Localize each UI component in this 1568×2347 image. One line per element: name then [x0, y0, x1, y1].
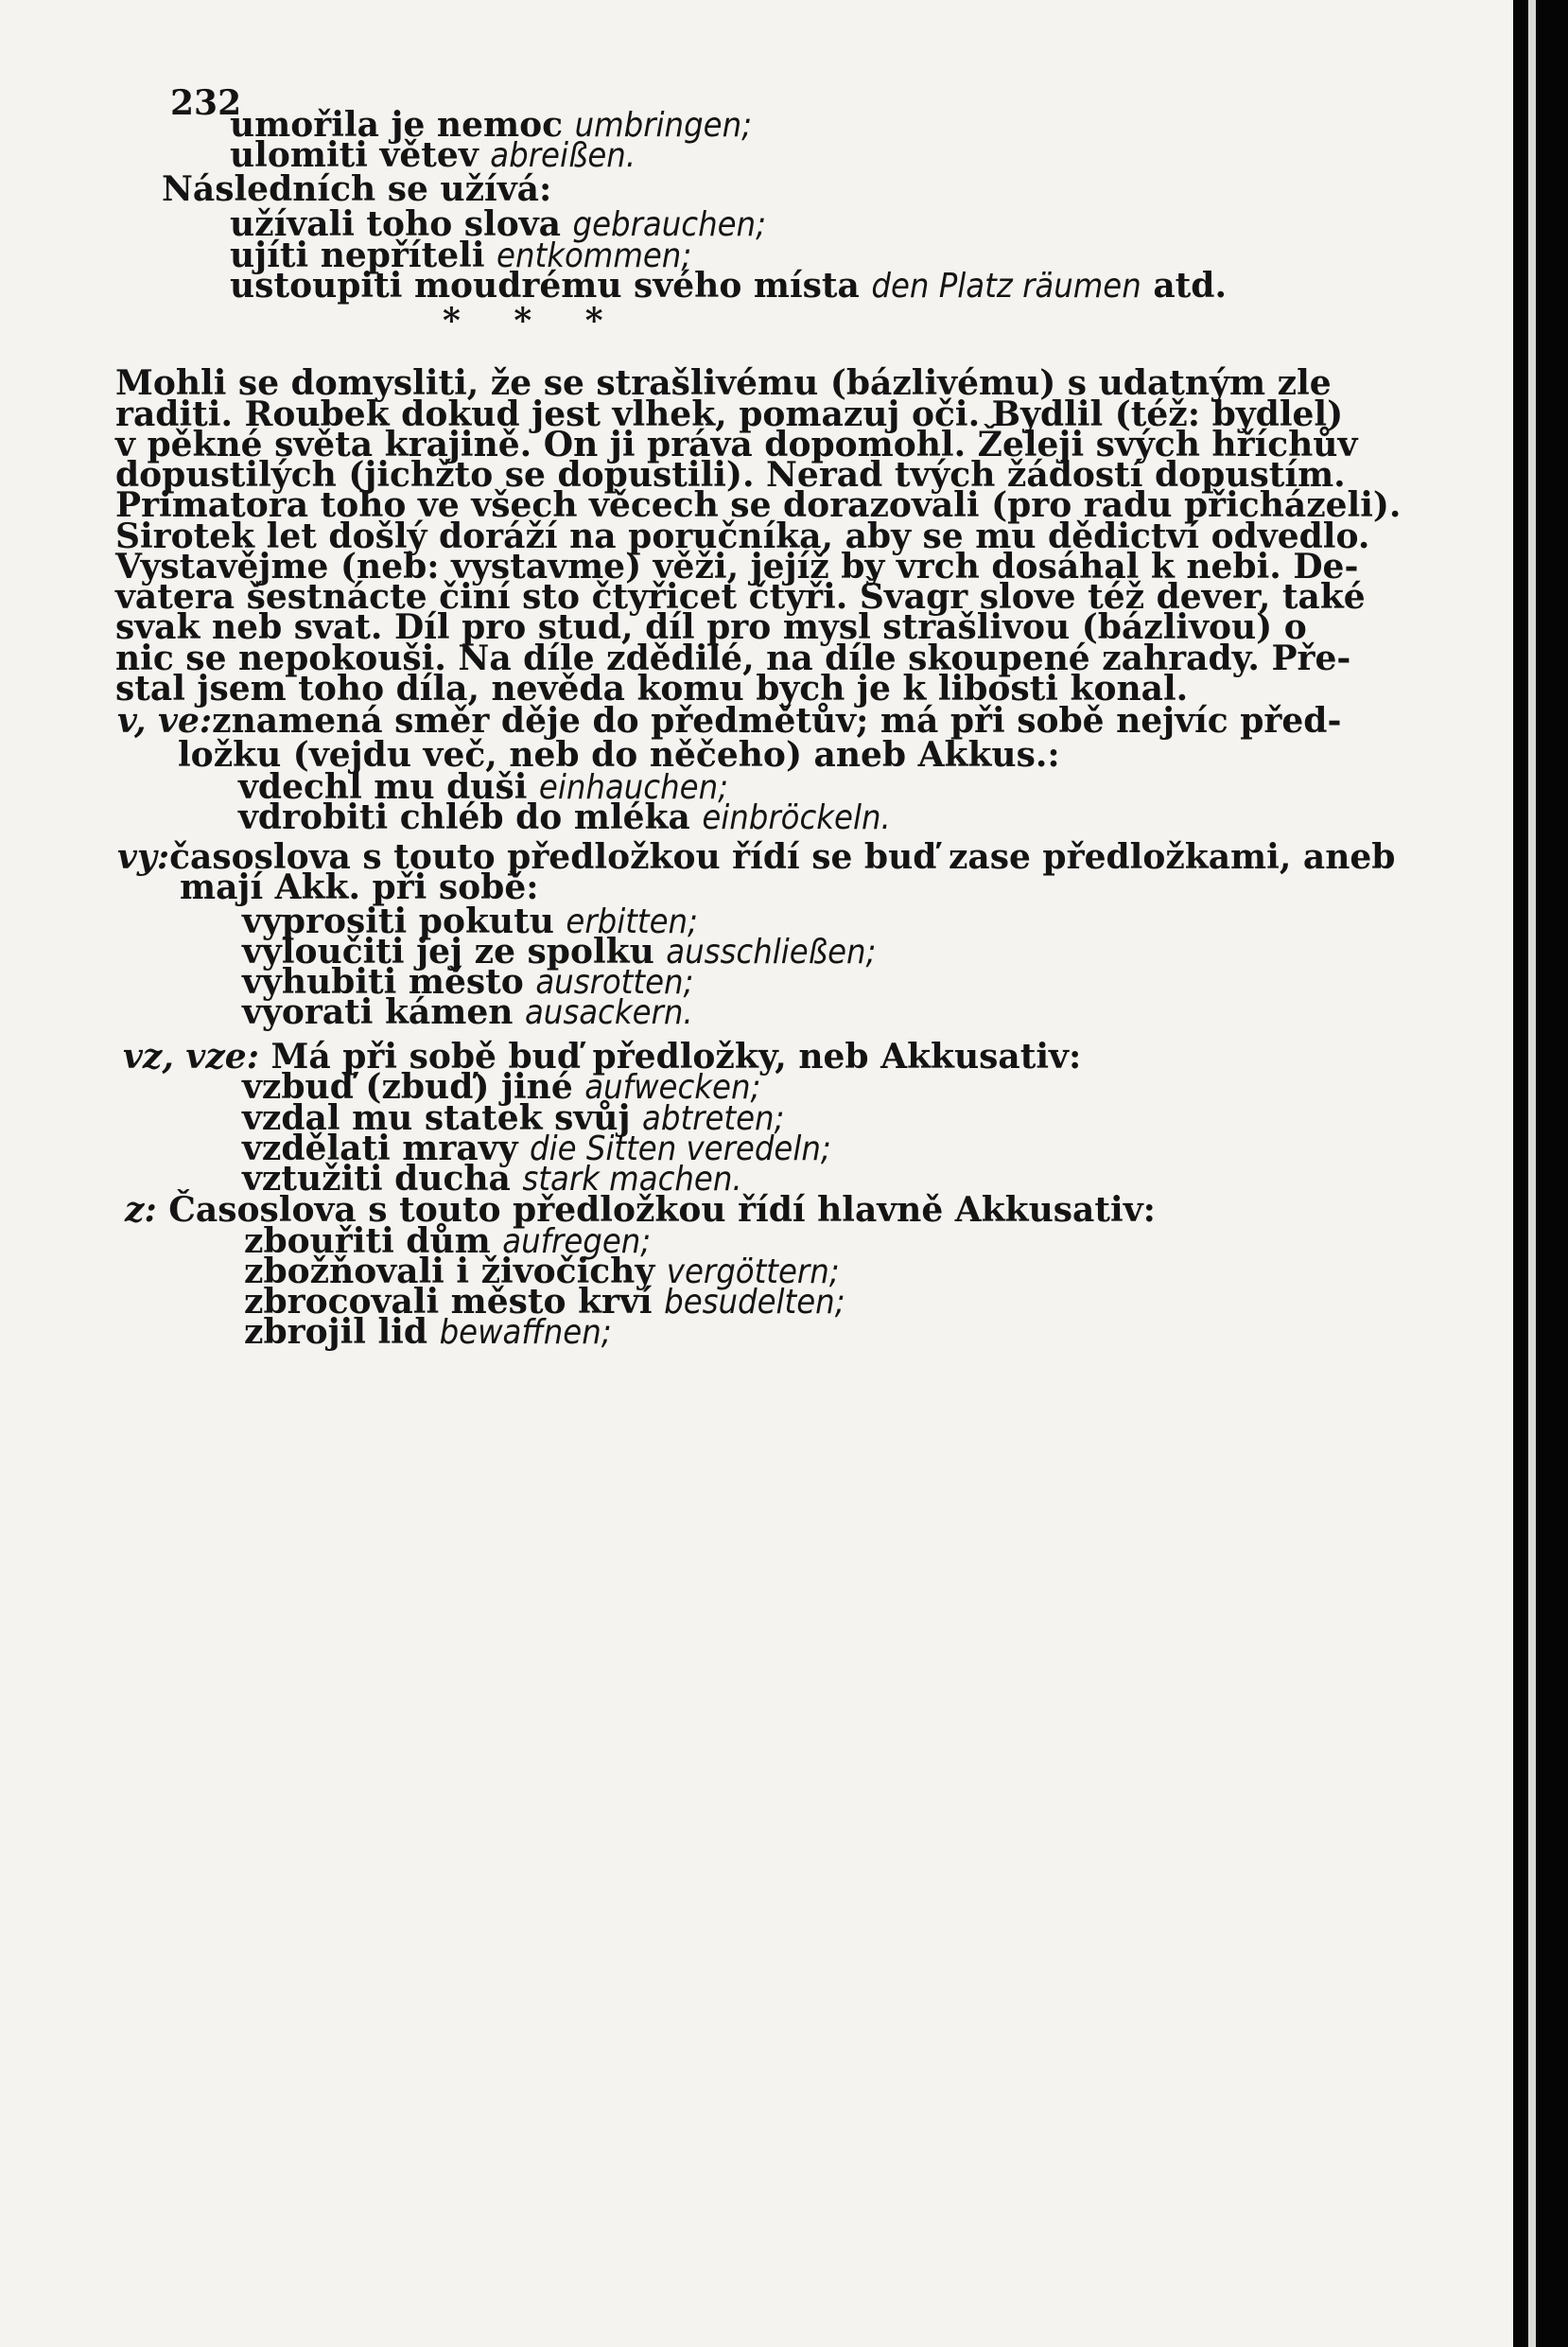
paragraph-line: Mohli se domysliti, že se strašlivému (bázlivému) s udatným zle [115, 363, 1332, 403]
german-gloss: ausschließen; [666, 933, 877, 972]
page-edge-shadow [1513, 0, 1568, 2347]
paragraph-line: Vystavějme (neb: vystavme) věži, jejíž by vrch dosáhal k nebi. De- [115, 547, 1359, 587]
german-gloss: die Sitten veredeln; [530, 1130, 831, 1168]
czech-phrase: užívali toho slova [230, 204, 561, 244]
paragraph-line: dopustilých (jichžto se dopustili). Nerad tvých žádostí dopustím. [115, 455, 1346, 495]
german-gloss: gebrauchen; [572, 205, 766, 244]
section-vy-line2: mají Akk. při sobě: [180, 867, 539, 907]
subheading: Následních se užívá: [162, 169, 552, 209]
german-gloss: einbröckeln. [702, 798, 891, 837]
section-text: znamená směr děje do předmětův; má při sobě nejvíc před- [212, 701, 1342, 741]
german-gloss: den Platz räumen [871, 267, 1141, 306]
czech-phrase: vyprositi pokutu [242, 902, 566, 941]
czech-phrase: vyhubiti město [242, 962, 536, 1002]
example-line [242, 991, 693, 1034]
czech-phrase: vyloučiti jej ze spolku [242, 932, 667, 972]
czech-phrase: vzdělati mravy [242, 1129, 531, 1168]
page-number: 232 [170, 83, 242, 123]
czech-phrase: vzbuď (zbuď) jiné [242, 1067, 585, 1107]
example-line [230, 265, 1227, 307]
german-gloss: abreißen. [490, 136, 636, 175]
german-gloss: aufwecken; [584, 1068, 761, 1107]
section-label: vy: [117, 837, 170, 877]
german-gloss: umbringen; [574, 106, 753, 145]
section-label: z: [125, 1190, 157, 1230]
german-gloss: einhauchen; [538, 768, 729, 807]
paragraph-line: raditi. Roubek dokud jest vlhek, pomazuj oči. Bydlil (též: bydlel) [115, 394, 1344, 434]
paragraph-line: Primatora toho ve všech věcech se dorazovali (pro radu přicházeli). [115, 485, 1402, 525]
example-line [244, 1311, 612, 1354]
czech-phrase: vdechl mu duši [238, 767, 539, 807]
german-gloss: stark machen. [522, 1160, 742, 1199]
czech-phrase: vdrobiti chléb do mléka [238, 797, 703, 837]
german-gloss: besudelten; [664, 1283, 845, 1322]
czech-phrase: zbožňovali i živočichy [244, 1252, 667, 1291]
section-label: v, ve: [117, 701, 213, 741]
czech-phrase: umořila je nemoc [230, 105, 564, 145]
czech-phrase: zbrocovali město krví [244, 1282, 665, 1322]
paragraph-line: vatera šestnácte činí sto čtyřicet čtyři. Švagr slove též dever, také [115, 577, 1366, 617]
section-label: vz, vze: [123, 1037, 259, 1077]
german-gloss: ausrotten; [535, 963, 694, 1002]
czech-phrase: ulomiti větev [230, 135, 479, 175]
paragraph-line: Sirotek let došlý doráží na poručníka, aby se mu dědictví odvedlo. [115, 517, 1370, 556]
german-gloss: bewaffnen; [439, 1313, 612, 1352]
paragraph-line: nic se nepokouši. Na díle zdědilé, na díle skoupené zahrady. Pře- [115, 639, 1351, 678]
section-v-line2: ložku (vejdu več, neb do něčeho) aneb Akkus.: [178, 735, 1060, 775]
czech-phrase: ustoupiti moudrému svého místa [230, 266, 860, 306]
page-edge-strip [1528, 0, 1536, 2347]
section-text: časoslova s touto předložkou řídí se buď zase předložkami, aneb [169, 837, 1396, 877]
example-line [238, 797, 891, 839]
section-separator: * * * [443, 301, 624, 341]
german-gloss: ausackern. [524, 993, 693, 1032]
etc-abbrev: atd. [1153, 266, 1227, 306]
paragraph-line: svak neb svat. Díl pro stud, díl pro mysl strašlivou (bázlivou) o [115, 607, 1307, 647]
section-text: Časoslova s touto předložkou řídí hlavně Akkusativ: [168, 1190, 1156, 1230]
german-gloss: erbitten; [566, 902, 698, 941]
czech-phrase: vztužiti ducha [242, 1159, 523, 1199]
czech-phrase: vyorati kámen [242, 992, 525, 1032]
paragraph-line: stal jsem toho díla, nevěda komu bych je k libosti konal. [115, 669, 1189, 709]
german-gloss: vergöttern; [666, 1252, 840, 1291]
paragraph-line: v pěkné světa krajině. On ji práva dopomohl. Želeji svých hříchův [115, 425, 1358, 464]
czech-phrase: zbouřiti dům [244, 1221, 503, 1261]
czech-phrase: zbrojil lid [244, 1312, 440, 1352]
section-text: Má při sobě buď předložky, neb Akkusativ: [270, 1037, 1082, 1077]
czech-phrase: ujíti nepříteli [230, 236, 485, 275]
german-gloss: aufregen; [502, 1222, 652, 1261]
czech-phrase: vzdal mu statek svůj [242, 1098, 643, 1138]
german-gloss: abtreten; [642, 1099, 785, 1138]
german-gloss: entkommen; [497, 236, 692, 275]
